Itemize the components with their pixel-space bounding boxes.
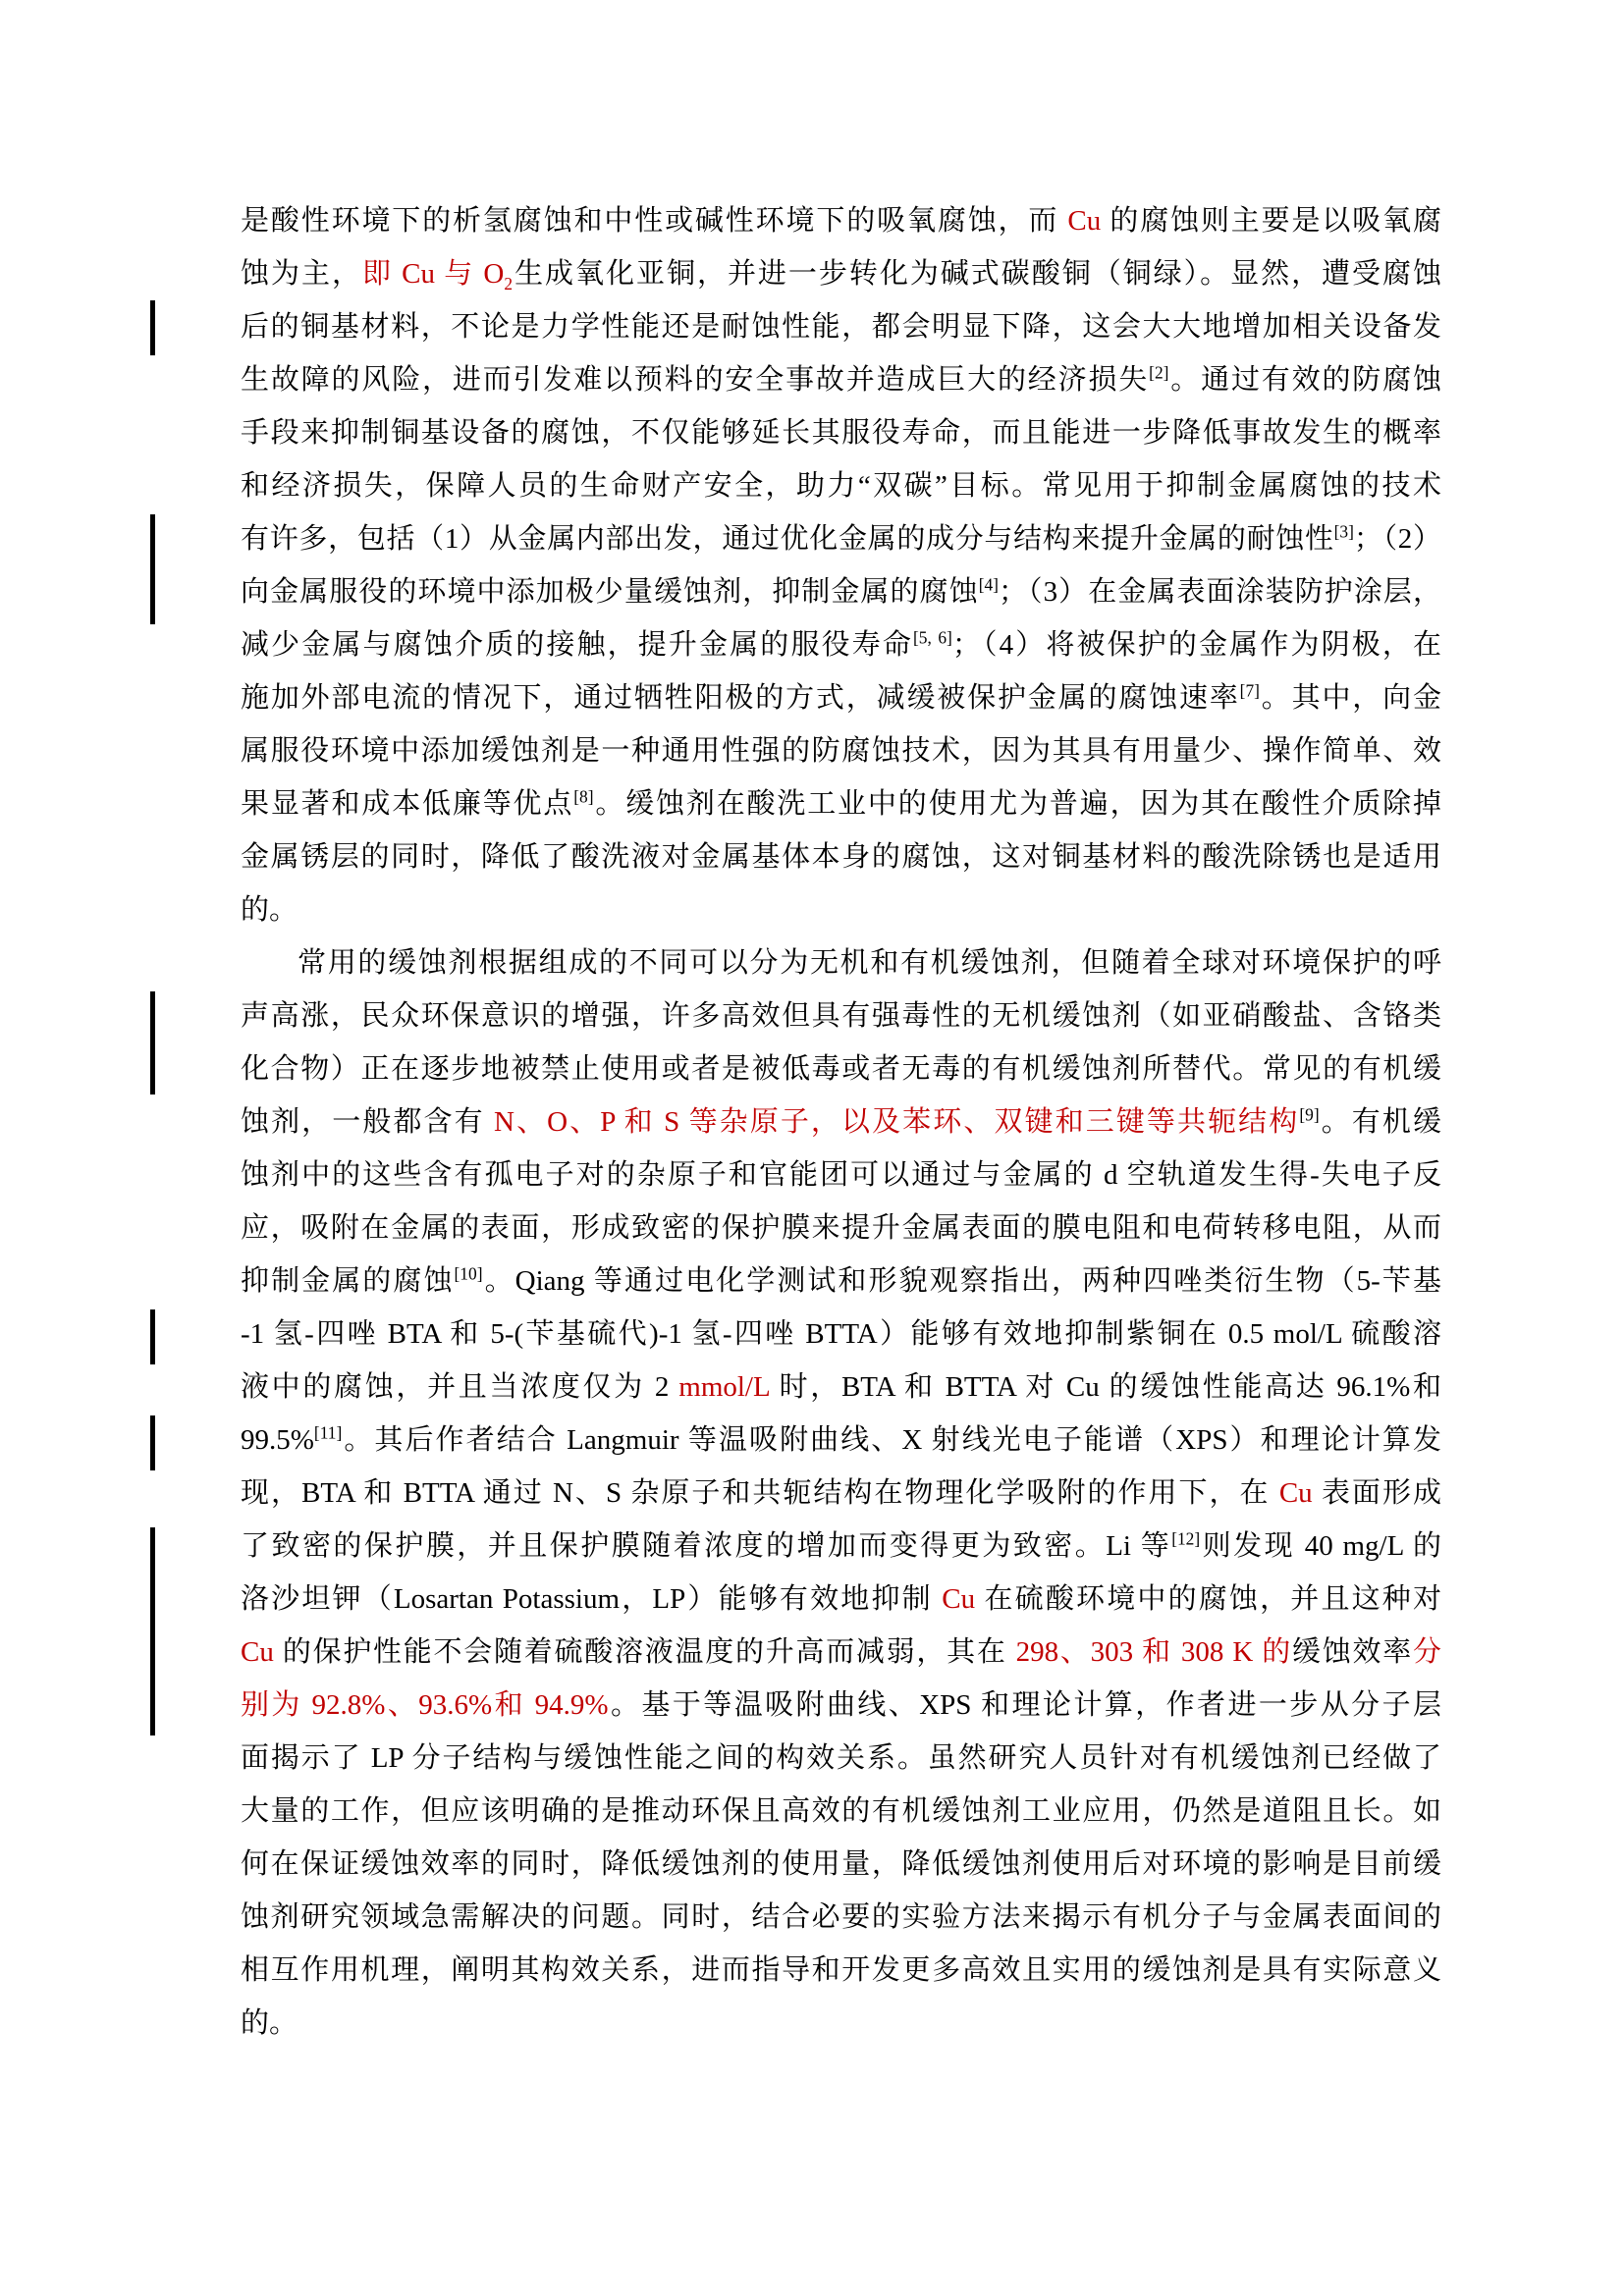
text-line [241, 1944, 1441, 1997]
text-segment: 生故障的风险，进而引发难以预料的安全事故并造成巨大的经济损失 [241, 364, 1150, 396]
text-segment: 大量的工作，但应该明确的是推动环保且高效的有机缓蚀剂工业应用，仍然是道阻且长。如 [241, 1795, 1441, 1827]
text-segment: 。通过有效的防腐蚀 [1168, 364, 1441, 396]
text-line [241, 1573, 1441, 1626]
text-segment: 99.5% [241, 1424, 314, 1456]
reference-superscript: [10] [454, 1263, 483, 1284]
change-bar [150, 514, 155, 624]
text-segment: 在硫酸环境中的腐蚀，并且这种对 [975, 1583, 1441, 1615]
text-segment: 液中的腐蚀，并且当浓度仅为 2 [241, 1371, 679, 1403]
text-line [241, 1997, 1441, 2050]
text-line [241, 1626, 1441, 1679]
text-segment: 时，BTA 和 BTTA 对 Cu 的缓蚀性能高达 96.1%和 [769, 1371, 1441, 1403]
text-segment: 属服役环境中添加缓蚀剂是一种通用性强的防腐蚀技术，因为其具有用量少、操作简单、效 [241, 735, 1441, 767]
text-segment: ；（4）将被保护的金属作为阴极，在 [951, 629, 1441, 661]
text-line [241, 671, 1441, 724]
change-bar [150, 1415, 155, 1470]
text-segment: 手段来抑制铜基设备的腐蚀，不仅能够延长其服役寿命，而且能进一步降低事故发生的概率 [241, 417, 1441, 449]
text-line [241, 512, 1441, 565]
text-segment: 。有机缓 [1319, 1106, 1441, 1138]
text-segment: ；（2） [1353, 523, 1441, 555]
tracked-change-text: Cu [1278, 1477, 1313, 1509]
change-bar [150, 300, 155, 355]
text-segment: 。基于等温吸附曲线、XPS 和理论计算，作者进一步从分子层 [608, 1689, 1441, 1721]
tracked-change-text: Cu [942, 1583, 976, 1615]
tracked-change-text: 即 Cu 与 O [361, 258, 505, 290]
text-segment: 蚀剂中的这些含有孤电子对的杂原子和官能团可以通过与金属的 d 空轨道发生得-失电子反 [241, 1159, 1441, 1191]
reference-superscript: [4] [978, 574, 999, 595]
text-line [241, 1201, 1441, 1255]
text-segment: 的。 [241, 2007, 298, 2039]
text-segment: 施加外部电流的情况下，通过牺牲阳极的方式，减缓被保护金属的腐蚀速率 [241, 682, 1240, 714]
text-segment: 了致密的保护膜，并且保护膜随着浓度的增加而变得更为致密。Li 等 [241, 1530, 1172, 1562]
text-line [241, 1520, 1441, 1573]
text-segment: 。其中，向金 [1259, 682, 1441, 714]
text-block [241, 194, 1441, 2050]
tracked-change-text: Cu [241, 1636, 274, 1668]
text-segment: 抑制金属的腐蚀 [241, 1265, 455, 1297]
text-line [241, 1414, 1441, 1467]
text-segment: 的腐蚀则主要是以吸氧腐 [1101, 205, 1441, 237]
text-segment: 洛沙坦钾（Losartan Potassium，LP）能够有效地抑制 [241, 1583, 943, 1615]
tracked-change-text: 298、303 和 308 K 的 [1015, 1636, 1292, 1668]
text-line [241, 1042, 1441, 1095]
text-line [241, 1732, 1441, 1785]
change-bar [150, 991, 155, 1095]
text-segment: 是酸性环境下的析氢腐蚀和中性或碱性环境下的吸氧腐蚀，而 [241, 205, 1068, 237]
text-line [241, 936, 1441, 989]
change-bar [150, 1309, 155, 1364]
text-line [241, 830, 1441, 883]
text-segment: 相互作用机理，阐明其构效关系，进而指导和开发更多高效且实用的缓蚀剂是具有实际意义 [241, 1954, 1441, 1986]
text-segment: 声高涨，民众环保意识的增强，许多高效但具有强毒性的无机缓蚀剂（如亚硝酸盐、含铬类 [241, 1000, 1441, 1032]
text-segment: 何在保证缓蚀效率的同时，降低缓蚀剂的使用量，降低缓蚀剂使用后对环境的影响是目前缓 [241, 1848, 1441, 1880]
text-segment: 减少金属与腐蚀介质的接触，提升金属的服役寿命 [241, 629, 913, 661]
reference-superscript: [3] [1333, 521, 1354, 542]
text-line [241, 1148, 1441, 1201]
text-line [241, 1467, 1441, 1520]
reference-superscript: [12] [1171, 1528, 1201, 1549]
text-line [241, 194, 1441, 247]
text-segment: 缓蚀效率 [1292, 1636, 1413, 1668]
text-segment: 。缓蚀剂在酸洗工业中的使用尤为普遍，因为其在酸性介质除掉 [593, 788, 1441, 820]
text-line [241, 724, 1441, 777]
text-segment: 。其后作者结合 Langmuir 等温吸附曲线、X 射线光电子能谱（XPS）和理论计算发 [342, 1424, 1441, 1456]
text-line [241, 247, 1441, 300]
reference-superscript: [9] [1299, 1104, 1320, 1125]
text-line [241, 883, 1441, 936]
text-segment: 的。 [241, 894, 298, 926]
text-segment: 果显著和成本低廉等优点 [241, 788, 574, 820]
text-line [241, 618, 1441, 671]
text-line [241, 353, 1441, 406]
tracked-change-text: 别为 92.8%、93.6%和 94.9% [241, 1689, 609, 1721]
text-segment: 和经济损失，保障人员的生命财产安全，助力“双碳”目标。常见用于抑制金属腐蚀的技术 [241, 470, 1441, 502]
text-segment: 面揭示了 LP 分子结构与缓蚀性能之间的构效关系。虽然研究人员针对有机缓蚀剂已经做了 [241, 1742, 1441, 1774]
reference-superscript: [8] [573, 786, 594, 807]
text-line [241, 777, 1441, 830]
text-segment: 生成氧化亚铜，并进一步转化为碱式碳酸铜（铜绿）。显然，遭受腐蚀 [513, 258, 1441, 290]
text-line [241, 1095, 1441, 1148]
text-line [241, 300, 1441, 353]
reference-superscript: [11] [313, 1422, 343, 1443]
text-segment: 。Qiang 等通过电化学测试和形貌观察指出，两种四唑类衍生物（5-苄基 [482, 1265, 1441, 1297]
text-segment: 向金属服役的环境中添加极少量缓蚀剂，抑制金属的腐蚀 [241, 576, 979, 608]
reference-superscript: [5, 6] [913, 627, 952, 648]
text-segment: 蚀为主， [241, 258, 362, 290]
text-segment: 蚀剂研究领域急需解决的问题。同时，结合必要的实验方法来揭示有机分子与金属表面间的 [241, 1901, 1441, 1933]
text-segment: 则发现 40 mg/L 的 [1200, 1530, 1441, 1562]
tracked-change-text: 分 [1412, 1636, 1441, 1668]
text-segment: 表面形成 [1312, 1477, 1441, 1509]
text-segment: 常用的缓蚀剂根据组成的不同可以分为无机和有机缓蚀剂，但随着全球对环境保护的呼 [298, 947, 1441, 979]
text-segment: 金属锈层的同时，降低了酸洗液对金属基体本身的腐蚀，这对铜基材料的酸洗除锈也是适用 [241, 841, 1441, 873]
text-segment: 有许多，包括（1）从金属内部出发，通过优化金属的成分与结构来提升金属的耐蚀性 [241, 523, 1334, 555]
change-bar [150, 1527, 155, 1735]
text-segment: 化合物）正在逐步地被禁止使用或者是被低毒或者无毒的有机缓蚀剂所替代。常见的有机缓 [241, 1053, 1441, 1085]
text-segment: 后的铜基材料，不论是力学性能还是耐蚀性能，都会明显下降，这会大大地增加相关设备发 [241, 311, 1441, 343]
text-line [241, 459, 1441, 512]
text-segment: ；（3）在金属表面涂装防护涂层， [998, 576, 1441, 608]
text-line [241, 1308, 1441, 1361]
tracked-change-text: 2 [504, 273, 514, 294]
text-segment: -1 氢-四唑 BTA 和 5-(苄基硫代)-1 氢-四唑 BTTA）能够有效地抑制紫铜在 0.5 mol/L 硫酸溶 [241, 1318, 1441, 1350]
text-line [241, 1679, 1441, 1732]
text-line [241, 1838, 1441, 1891]
tracked-change-text: mmol/L [678, 1371, 770, 1403]
text-line [241, 989, 1441, 1042]
text-segment: 蚀剂，一般都含有 [241, 1106, 495, 1138]
text-line [241, 1255, 1441, 1308]
text-line [241, 1361, 1441, 1414]
text-segment: 的保护性能不会随着硫酸溶液温度的升高而减弱，其在 [273, 1636, 1016, 1668]
text-line [241, 565, 1441, 618]
text-segment: 应，吸附在金属的表面，形成致密的保护膜来提升金属表面的膜电阻和电荷转移电阻，从而 [241, 1212, 1441, 1244]
reference-superscript: [7] [1239, 680, 1260, 701]
text-segment: 现，BTA 和 BTTA 通过 N、S 杂原子和共轭结构在物理化学吸附的作用下，在 [241, 1477, 1279, 1509]
tracked-change-text: N、O、P 和 S 等杂原子，以及苯环、双键和三键等共轭结构 [494, 1106, 1300, 1138]
text-line [241, 1891, 1441, 1944]
reference-superscript: [2] [1149, 362, 1169, 383]
text-line [241, 1785, 1441, 1838]
text-line [241, 406, 1441, 459]
tracked-change-text: Cu [1067, 205, 1102, 237]
